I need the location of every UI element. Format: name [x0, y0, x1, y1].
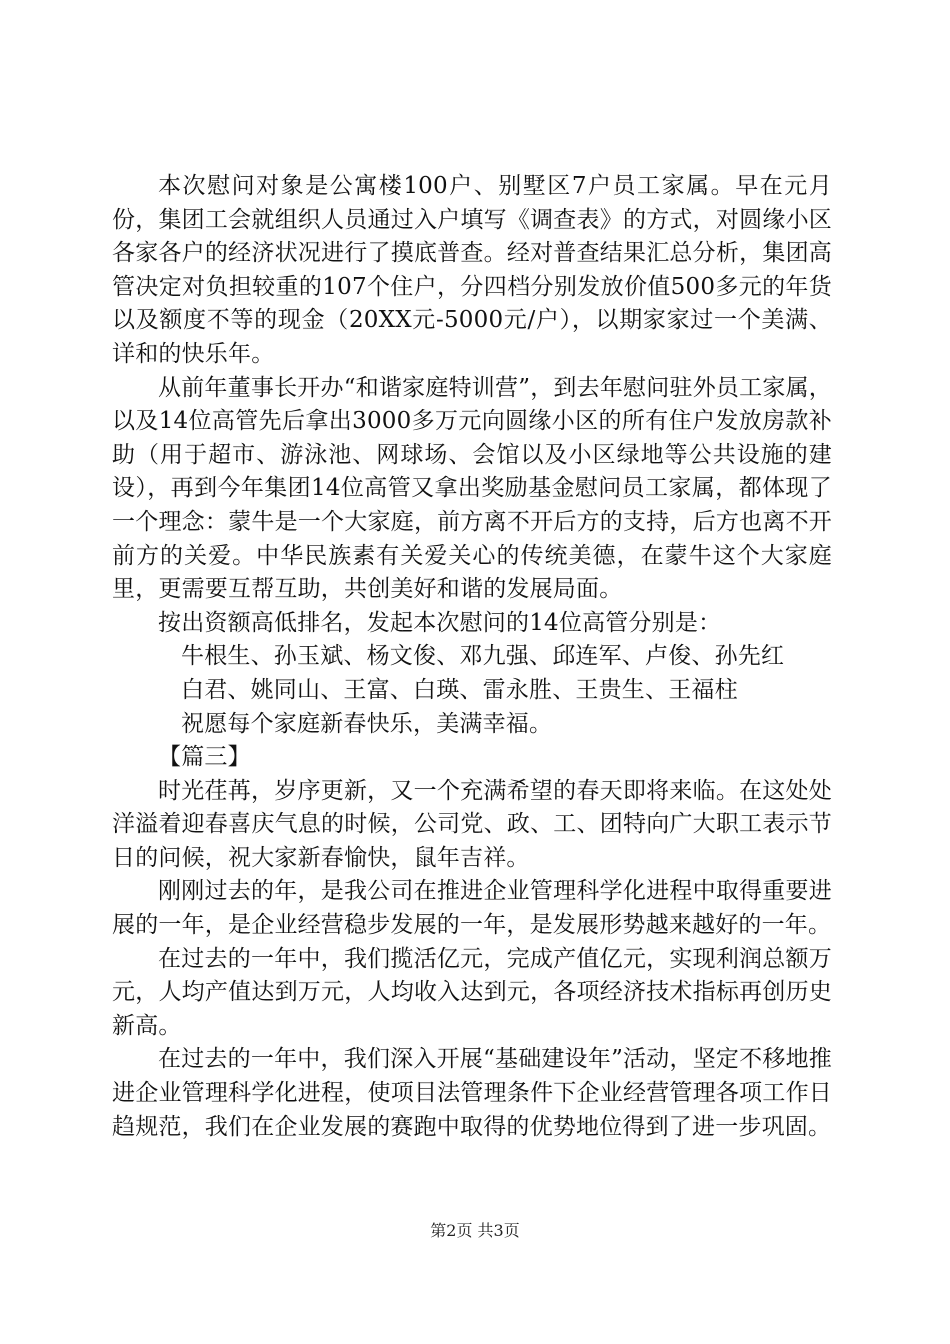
document-body: [112, 170, 832, 1144]
paragraph-spring-greeting: 时光荏苒，岁序更新，又一个充满希望的春天即将来临。在这处处洋溢着迎春喜庆气息的时候，公司党、政、工、团特向广大职工表示节日的问候，祝大家新春愉快，鼠年吉祥。: [112, 777, 832, 871]
paragraph-blessing: 祝愿每个家庭新春快乐，美满幸福。: [181, 710, 553, 737]
paragraph-visit-targets: 本次慰问对象是公寓楼100户、别墅区7户员工家属。早在元月份，集团工会就组织人员通过入户填写《调查表》的方式，对圆缘小区各家各户的经济状况进行了摸底普查。经对普查结果汇总分析，集团高管决定对负担较重的107个住户，分四档分别发放价值500多元的年货以及额度不等的现金（20XX元-5000元/户），以期家家过一个美满、详和的快乐年。: [112, 173, 832, 367]
section-heading-part-three: 【篇三】: [158, 744, 251, 771]
paragraph-infrastructure-year: 在过去的一年中，我们深入开展“基础建设年”活动，坚定不移地推进企业管理科学化进程，使项目法管理条件下企业经营管理各项工作日趋规范，我们在企业发展的赛跑中取得的优势地位得到了进一步巩固。: [112, 1046, 832, 1140]
paragraph-harmony-concept: 从前年董事长开办“和谐家庭特训营”，到去年慰问驻外员工家属，以及14位高管先后拿出3000多万元向圆缘小区的所有住户发放房款补助（用于超市、游泳池、网球场、会馆以及小区绿地等公共设施的建设），再到今年集团14位高管又拿出奖励基金慰问员工家属，都体现了一个理念：蒙牛是一个大家庭，前方离不开后方的支持，后方也离不开前方的关爱。中华民族素有关爱关心的传统美德，在蒙牛这个大家庭里，更需要互帮互助，共创美好和谐的发展局面。: [112, 374, 832, 603]
paragraph-economic-indicators: 在过去的一年中，我们揽活亿元，完成产值亿元，实现利润总额万元，人均产值达到万元，人均收入达到元，各项经济技术指标再创历史新高。: [112, 945, 832, 1039]
executive-names-line-1: 牛根生、孙玉斌、杨文俊、邓九强、邱连军、卢俊、孙先红: [181, 643, 785, 670]
executive-names-line-2: 白君、姚同山、王富、白瑛、雷永胜、王贵生、王福柱: [181, 676, 738, 703]
paragraph-executives-intro: 按出资额高低排名，发起本次慰问的14位高管分别是：: [158, 609, 722, 636]
paragraph-past-year: 刚刚过去的年，是我公司在推进企业管理科学化进程中取得重要进展的一年，是企业经营稳步发展的一年，是发展形势越来越好的一年。: [112, 878, 832, 939]
page-number-footer: 第2页 共3页: [430, 1221, 520, 1240]
